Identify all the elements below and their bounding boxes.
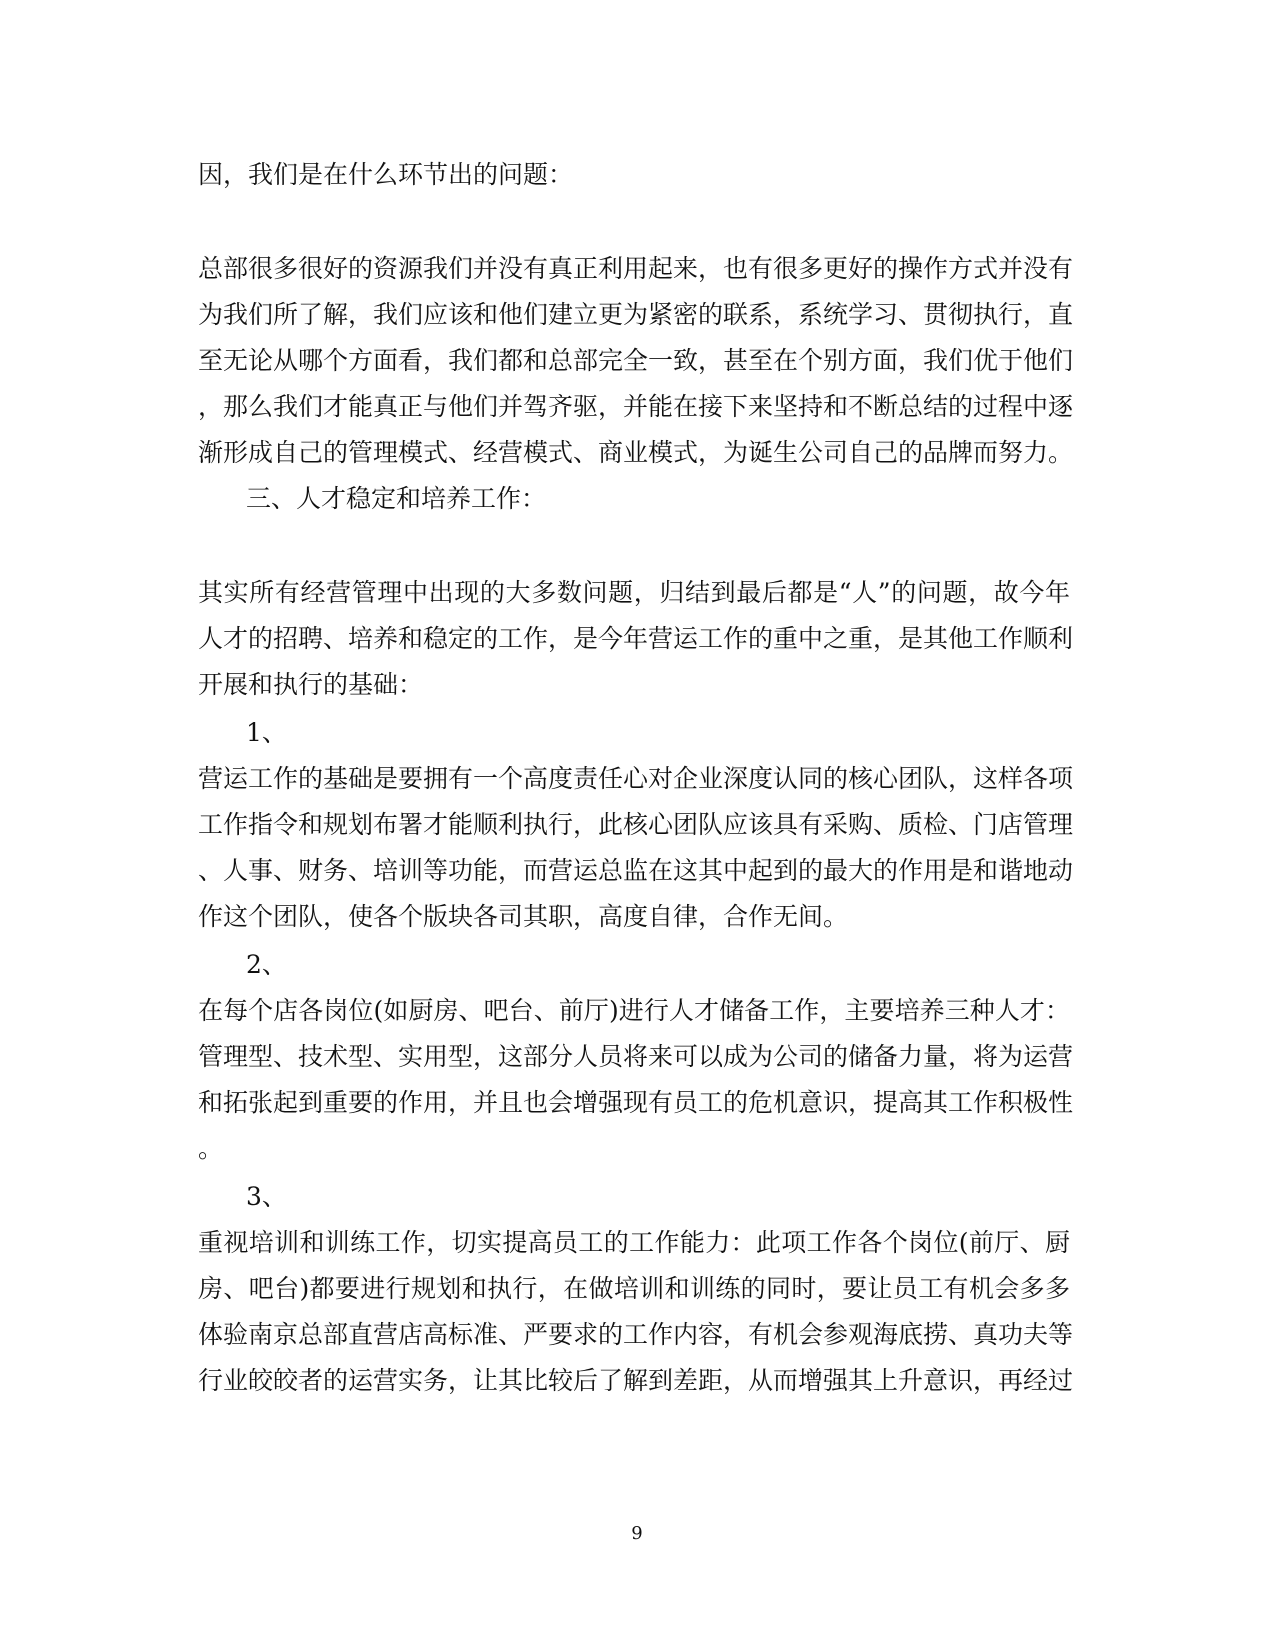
text-line: 总部很多很好的资源我们并没有真正利用起来，也有很多更好的操作方式并没有 [198, 254, 1074, 283]
text-line: 、人事、财务、培训等功能，而营运总监在这其中起到的最大的作用是和谐地动 [198, 856, 1074, 885]
text-line: 作这个团队，使各个版块各司其职，高度自律，合作无间。 [198, 902, 849, 931]
text-line: 管理型、技术型、实用型，这部分人员将来可以成为公司的储备力量，将为运营 [198, 1042, 1074, 1071]
text-line: 行业皎皎者的运营实务，让其比较后了解到差距，从而增强其上升意识，再经过 [198, 1366, 1074, 1395]
text-line: ，那么我们才能真正与他们并驾齐驱，并能在接下来坚持和不断总结的过程中逐 [198, 392, 1074, 421]
text-line: 渐形成自己的管理模式、经营模式、商业模式，为诞生公司自己的品牌而努力。 [198, 438, 1074, 467]
text-line: 人才的招聘、培养和稳定的工作，是今年营运工作的重中之重，是其他工作顺利 [198, 624, 1074, 653]
list-number: 1、 [246, 718, 287, 747]
text-line: 房、吧台)都要进行规划和执行，在做培训和训练的同时，要让员工有机会多多 [198, 1274, 1070, 1303]
section-heading: 三、人才稳定和培养工作： [246, 484, 547, 513]
text-line: 为我们所了解，我们应该和他们建立更为紧密的联系，系统学习、贯彻执行，直 [198, 300, 1074, 329]
text-line: 和拓张起到重要的作用，并且也会增强现有员工的危机意识，提高其工作积极性 [198, 1088, 1074, 1117]
list-number: 3、 [246, 1182, 287, 1211]
page-number: 9 [631, 1523, 643, 1544]
text-line: 开展和执行的基础： [198, 670, 424, 699]
text-line: 其实所有经营管理中出现的大多数问题，归结到最后都是“人”的问题，故今年 [198, 578, 1070, 607]
list-number: 2、 [246, 950, 287, 979]
text-line: 因，我们是在什么环节出的问题： [198, 160, 574, 189]
text-line: 体验南京总部直营店高标准、严要求的工作内容，有机会参观海底捞、真功夫等 [198, 1320, 1074, 1349]
text-line: 在每个店各岗位(如厨房、吧台、前厅)进行人才储备工作，主要培养三种人才： [198, 996, 1070, 1025]
text-line: 工作指令和规划布署才能顺利执行，此核心团队应该具有采购、质检、门店管理 [198, 810, 1074, 839]
text-line: 重视培训和训练工作，切实提高员工的工作能力：此项工作各个岗位(前厅、厨 [198, 1228, 1070, 1257]
text-line: 。 [198, 1134, 224, 1163]
text-line: 营运工作的基础是要拥有一个高度责任心对企业深度认同的核心团队，这样各项 [198, 764, 1074, 793]
text-line: 至无论从哪个方面看，我们都和总部完全一致，甚至在个别方面，我们优于他们 [198, 346, 1074, 375]
